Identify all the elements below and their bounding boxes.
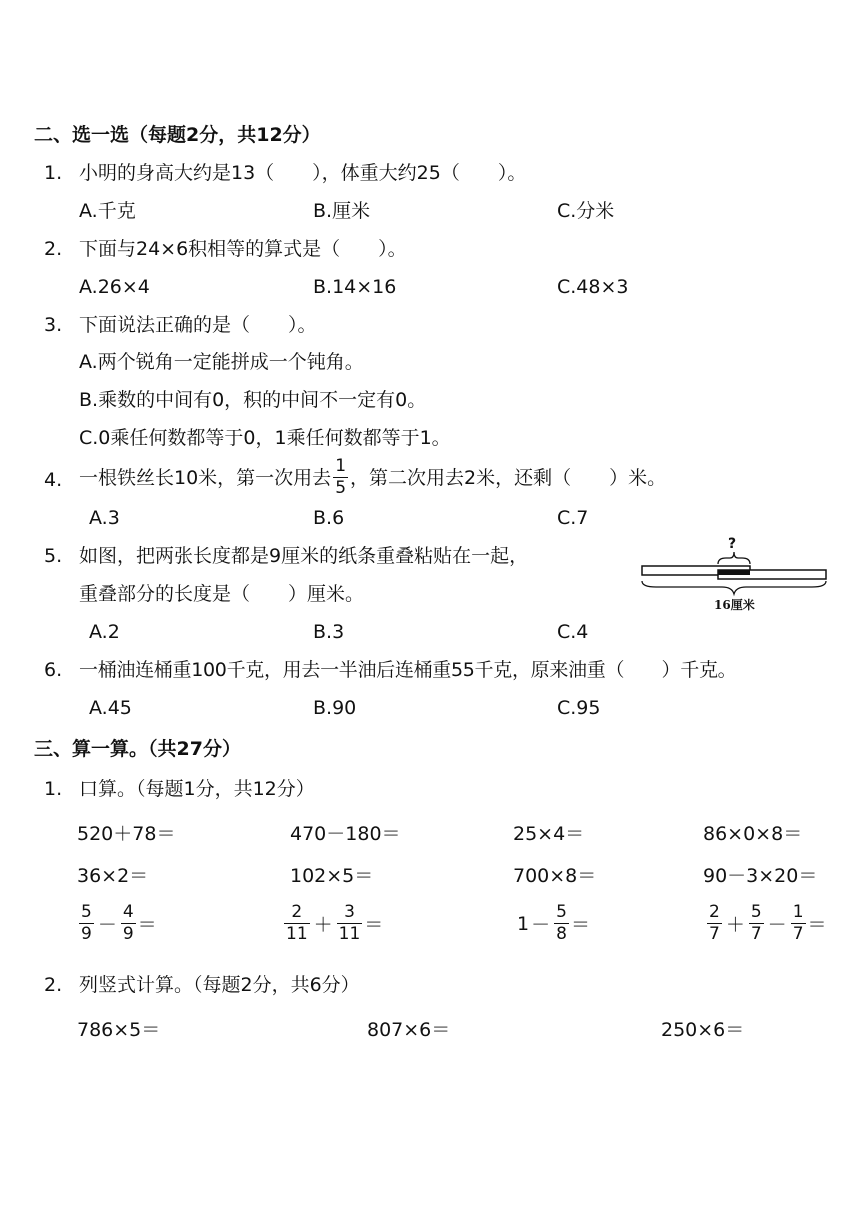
- fraction: [337, 904, 363, 943]
- option-a: A.26×4: [79, 276, 150, 298]
- mental-math-item: 36×2＝: [77, 865, 149, 887]
- option-c: C.分米: [557, 200, 615, 222]
- numerator: 5: [81, 902, 92, 922]
- question-number: 4.: [44, 469, 63, 491]
- fraction: [554, 904, 569, 943]
- operator: －: [97, 914, 117, 936]
- vertical-calc-item: 807×6＝: [367, 1019, 451, 1041]
- overlap-brace: [718, 552, 750, 564]
- statement-c: C.0乘任何数都等于0，1乘任何数都等于1。: [79, 427, 451, 449]
- mental-math-item: 102×5＝: [290, 865, 374, 887]
- question-stem: 下面说法正确的是（ ）。: [79, 314, 317, 336]
- mental-math-item: 520＋78＝: [77, 823, 176, 845]
- statement-a: A.两个锐角一定能拼成一个钝角。: [79, 351, 364, 373]
- option-a: A.千克: [79, 200, 136, 222]
- numerator: 2: [291, 902, 303, 922]
- equals-sign: ＝: [807, 914, 827, 936]
- equals-sign: ＝: [570, 914, 590, 936]
- denominator: 7: [792, 924, 804, 944]
- fraction-math-item: [77, 904, 157, 943]
- fraction-math-item: [517, 904, 590, 943]
- part-number: 1.: [44, 778, 63, 800]
- question-stem: 如图，把两张长度都是9厘米的纸条重叠粘贴在一起，: [79, 545, 529, 567]
- option-b: B.6: [313, 507, 345, 529]
- equals-sign: ＝: [137, 914, 157, 936]
- mental-math-item: 90－3×20＝: [703, 865, 818, 887]
- option-b: B.90: [313, 697, 357, 719]
- paper-strip-figure: [636, 536, 832, 614]
- mental-math-item: 25×4＝: [513, 823, 585, 845]
- total-length-label: 16厘米: [714, 598, 755, 612]
- part-title: 列竖式计算。（每题2分，共6分）: [79, 974, 360, 996]
- part-title: 口算。（每题1分，共12分）: [79, 778, 315, 800]
- denominator: 11: [286, 924, 308, 944]
- option-a: A.3: [89, 507, 120, 529]
- option-c: C.4: [557, 621, 589, 643]
- question-number: 5.: [44, 545, 63, 567]
- fraction: [121, 904, 136, 943]
- numerator: 5: [750, 902, 762, 922]
- question-stem-2: 重叠部分的长度是（ ）厘米。: [79, 583, 365, 605]
- fraction-math-item: [705, 904, 827, 943]
- option-b: B.14×16: [313, 276, 397, 298]
- fraction: [284, 904, 310, 943]
- option-b: B.厘米: [313, 200, 371, 222]
- denominator: 7: [709, 924, 720, 944]
- question-stem: 一桶油连桶重100千克，用去一半油后连桶重55千克，原来油重（ ）千克。: [79, 659, 737, 681]
- section-3-title: 三、算一算。（共27分）: [34, 738, 241, 760]
- whole-number: 1: [517, 912, 530, 935]
- numerator: 2: [709, 902, 720, 922]
- part-number: 2.: [44, 974, 63, 996]
- numerator: 5: [556, 902, 567, 922]
- denominator: 8: [556, 924, 567, 944]
- option-c: C.48×3: [557, 276, 629, 298]
- fraction: [333, 458, 348, 497]
- denominator: 11: [338, 924, 361, 944]
- numerator: 1: [335, 456, 347, 476]
- numerator: 4: [122, 902, 134, 922]
- fraction: [791, 904, 806, 943]
- fraction: [749, 904, 764, 943]
- option-b: B.3: [313, 621, 345, 643]
- question-number: 6.: [44, 659, 63, 681]
- numerator: 1: [792, 902, 804, 922]
- question-stem: [79, 458, 666, 497]
- operator: －: [767, 914, 787, 936]
- question-number: 1.: [44, 162, 63, 184]
- question-number: 2.: [44, 238, 63, 260]
- denominator: 9: [81, 924, 92, 944]
- option-a: A.45: [89, 697, 132, 719]
- vertical-calc-item: 786×5＝: [77, 1019, 161, 1041]
- vertical-calc-item: 250×6＝: [661, 1019, 745, 1041]
- denominator: 7: [750, 924, 762, 944]
- total-brace: [642, 581, 826, 594]
- mental-math-item: 470－180＝: [290, 823, 401, 845]
- question-stem: 下面与24×6积相等的算式是（ ）。: [79, 238, 407, 260]
- numerator: 3: [344, 902, 355, 922]
- question-number: 3.: [44, 314, 63, 336]
- fraction: [707, 904, 722, 943]
- option-c: C.95: [557, 697, 601, 719]
- option-a: A.2: [89, 621, 120, 643]
- fraction-math-item: [282, 904, 383, 943]
- mental-math-item: 700×8＝: [513, 865, 597, 887]
- mental-math-item: 86×0×8＝: [703, 823, 803, 845]
- operator: ＋: [725, 914, 745, 936]
- operator: －: [531, 914, 551, 936]
- question-stem: 小明的身高大约是13（ ），体重大约25（ ）。: [79, 162, 527, 184]
- equals-sign: ＝: [364, 914, 384, 936]
- fraction: [79, 904, 94, 943]
- section-2-title: 二、选一选（每题2分，共12分）: [34, 124, 321, 146]
- stem-before: 一根铁丝长10米，第一次用去: [79, 466, 332, 489]
- operator: ＋: [313, 914, 333, 936]
- option-c: C.7: [557, 507, 589, 529]
- overlap-region: [718, 570, 750, 575]
- denominator: 9: [122, 924, 134, 944]
- denominator: 5: [335, 478, 347, 498]
- overlap-question-mark: ?: [728, 536, 737, 552]
- statement-b: B.乘数的中间有0，积的中间不一定有0。: [79, 389, 427, 411]
- stem-after: ，第二次用去2米，还剩（ ）米。: [350, 466, 667, 489]
